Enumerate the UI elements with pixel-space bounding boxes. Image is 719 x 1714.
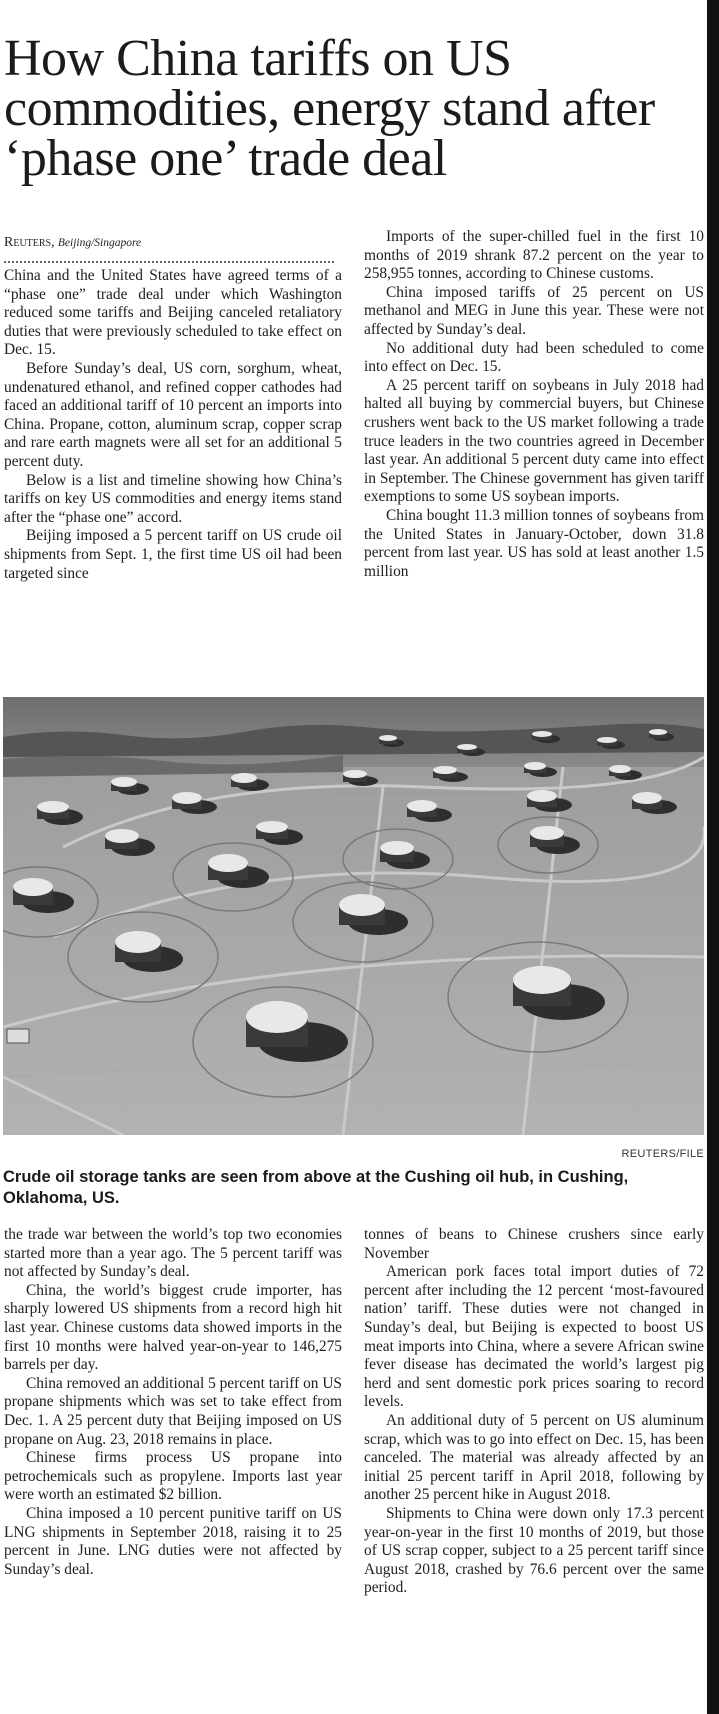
page-edge-strip: [707, 0, 719, 1714]
article-paragraph: Before Sunday’s deal, US corn, sorghum, wheat, undenatured ethanol, and refined copper cathodes had faced an additional tariff of 10 percent an imports into China. Propane, cotton, aluminum scrap, copper scrap and rare earth magnets were all set for an additional 5 percent duty.: [4, 359, 342, 470]
byline-place: Beijing/Singapore: [57, 237, 142, 249]
article-paragraph: Imports of the super-chilled fuel in the first 10 months of 2019 shrank 87.2 percent on the year to 258,955 tonnes, according to Chinese customs.: [364, 228, 704, 283]
article-paragraph: An additional duty of 5 percent on US aluminum scrap, which was to go into effect on Dec. 15, has been canceled. The material was already affected by an initial 25 percent tariff in April 2018, following by another 25 percent hike in August 2018.: [364, 1411, 704, 1504]
article-column-top-left: [4, 228, 342, 583]
article-paragraph: China imposed a 10 percent punitive tariff on US LNG shipments in September 2018, raising it to 25 percent in June. LNG duties were not affected by Sunday’s deal.: [4, 1504, 342, 1578]
article-column-bottom-right: [364, 1226, 704, 1598]
article-paragraph: Chinese firms process US propane into petrochemicals such as propylene. Imports last year were worth an estimated $2 billion.: [4, 1449, 342, 1504]
article-paragraph: China imposed tariffs of 25 percent on US methanol and MEG in June this year. These were not affected by Sunday’s deal.: [364, 283, 704, 338]
article-column-top-right: [364, 228, 704, 581]
article-column-bottom-left: [4, 1226, 342, 1579]
article-paragraph: China and the United States have agreed terms of a “phase one” trade deal under which Washington reduced some tariffs and Beijing canceled retaliatory duties that were previously scheduled to take effect on Dec. 15.: [4, 267, 342, 359]
article-paragraph: American pork faces total import duties of 72 percent after including the 12 percent ‘most-favoured nation’ tariff. These duties were not changed in Sunday’s deal, but Beijing is expected to boost US meat imports into China, where a severe African swine fever disease has decimated the world’s largest pig herd and sent domestic pork prices soaring to record levels.: [364, 1263, 704, 1411]
byline-divider: [4, 261, 334, 263]
article-paragraph: China removed an additional 5 percent tariff on US propane shipments which was set to take effect from Dec. 1. A 25 percent duty that Beijing imposed on US propane on Aug. 23, 2018 remains in place.: [4, 1374, 342, 1448]
photo-credit: REUTERS/FILE: [621, 1148, 704, 1160]
byline: [4, 234, 342, 251]
article-paragraph: Below is a list and timeline showing how China’s tariffs on key US commodities and energy items stand after the “phase one” accord.: [4, 471, 342, 526]
article-paragraph: A 25 percent tariff on soybeans in July 2018 had halted all buying by commercial buyers, but Chinese crushers went back to the US market following a trade truce leaders in the two countries agreed in December last year. An additional 5 percent duty came into effect in September. The Chinese government has given tariff exemptions to some US soybean imports.: [364, 376, 704, 506]
article-paragraph: Shipments to China were down only 17.3 percent year-on-year in the first 10 months of 2019, but those of US scrap copper, subject to a 25 percent tariff since August 2018, crashed by 76.6 percent over the same period.: [364, 1504, 704, 1597]
article-paragraph: Beijing imposed a 5 percent tariff on US crude oil shipments from Sept. 1, the first time US oil had been targeted since: [4, 527, 342, 582]
article-headline: How China tariffs on US commodities, energy stand after ‘phase one’ trade deal: [4, 30, 655, 187]
oil-tanks-photo: [3, 697, 704, 1135]
byline-agency: Reuters,: [4, 235, 55, 250]
article-paragraph: China bought 11.3 million tonnes of soybeans from the United States in January-October, down 31.8 percent from last year. US has sold at least another 1.5 million: [364, 506, 704, 580]
oil-tanks-photo-drawing: [3, 697, 704, 1135]
photo-caption: Crude oil storage tanks are seen from above at the Cushing oil hub, in Cushing, Oklahoma, US.: [3, 1168, 629, 1207]
article-paragraph: the trade war between the world’s top two economies started more than a year ago. The 5 percent tariff was not affected by Sunday’s deal.: [4, 1226, 342, 1281]
article-paragraph: tonnes of beans to Chinese crushers since early November: [364, 1226, 704, 1262]
article-paragraph: No additional duty had been scheduled to come into effect on Dec. 15.: [364, 339, 704, 376]
article-paragraph: China, the world’s biggest crude importer, has sharply lowered US shipments from a record high hit last year. Chinese customs data showed imports in the first 10 months were halved year-on-year to 146,275 barrels per day.: [4, 1281, 342, 1374]
